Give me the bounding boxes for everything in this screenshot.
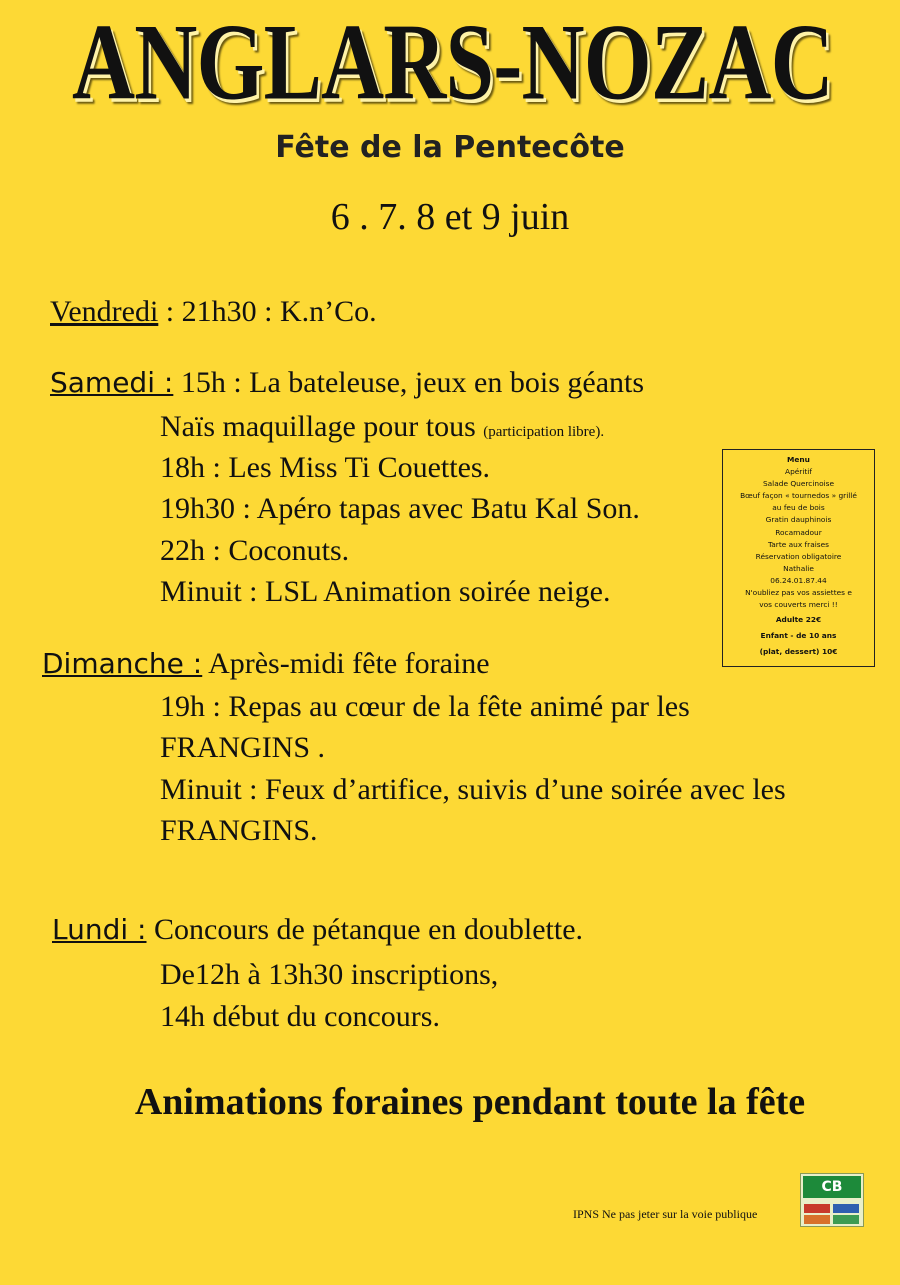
card-icon bbox=[833, 1204, 859, 1213]
vendredi-text: : 21h30 : K.n’Co. bbox=[158, 295, 377, 328]
menu-item: Gratin dauphinois bbox=[765, 515, 832, 525]
menu-item: Nathalie bbox=[783, 563, 814, 573]
dimanche-label: Dimanche : bbox=[42, 647, 203, 680]
menu-item: Tarte aux fraises bbox=[767, 539, 830, 549]
menu-item: 06.24.01.87.44 bbox=[770, 575, 827, 585]
samedi-line-2-wrap bbox=[160, 410, 604, 444]
menu-price-child-1: Enfant - de 10 ans bbox=[760, 631, 837, 641]
menu-item: Réservation obligatoire bbox=[755, 551, 842, 561]
samedi-line-5: 22h : Coconuts. bbox=[160, 534, 350, 567]
samedi-line-2: Naïs maquillage pour tous bbox=[160, 410, 484, 443]
dimanche-line-1: Après-midi fête foraine bbox=[202, 647, 490, 680]
lundi-line-1: Concours de pétanque en doublette. bbox=[146, 913, 584, 946]
card-icon bbox=[804, 1204, 830, 1213]
menu-title: Menu bbox=[787, 455, 810, 464]
dimanche-line-3: FRANGINS . bbox=[160, 731, 326, 764]
vendredi-label: Vendredi bbox=[50, 295, 159, 328]
dimanche-line-2: 19h : Repas au cœur de la fête animé par les bbox=[160, 690, 690, 723]
card-icon bbox=[804, 1215, 830, 1224]
menu-item: Rocamadour bbox=[775, 527, 822, 537]
samedi-line-6: Minuit : LSL Animation soirée neige. bbox=[160, 575, 611, 608]
menu-price-child-2: (plat, dessert) 10€ bbox=[759, 647, 838, 657]
lundi-section bbox=[52, 913, 583, 947]
menu-item: au feu de bois bbox=[772, 503, 825, 513]
lundi-line-2: De12h à 13h30 inscriptions, bbox=[160, 958, 499, 991]
footer-banner: Animations foraines pendant toute la fête bbox=[134, 1081, 806, 1123]
payment-cards-logo bbox=[800, 1173, 864, 1227]
dimanche-line-5: FRANGINS. bbox=[160, 814, 318, 847]
menu-item: Apéritif bbox=[785, 467, 812, 477]
vendredi-section bbox=[50, 295, 377, 329]
card-icon bbox=[833, 1215, 859, 1224]
samedi-line-1: 15h : La bateleuse, jeux en bois géants bbox=[173, 366, 645, 399]
lundi-label: Lundi : bbox=[52, 913, 147, 946]
samedi-section bbox=[50, 366, 644, 400]
dimanche-section bbox=[42, 647, 490, 681]
samedi-line-4: 19h30 : Apéro tapas avec Batu Kal Son. bbox=[160, 492, 640, 525]
dimanche-line-4: Minuit : Feux d’artifice, suivis d’une soirée avec les bbox=[160, 773, 786, 806]
menu-item: N'oubliez pas vos assiettes e bbox=[745, 588, 852, 598]
lundi-line-3: 14h début du concours. bbox=[160, 1000, 440, 1033]
cb-logo-label: CB bbox=[803, 1176, 861, 1198]
menu-item: Bœuf façon « tournedos » grillé bbox=[740, 491, 857, 501]
event-title: ANGLARS-NOZAC bbox=[72, 2, 833, 123]
menu-price-adult: Adulte 22€ bbox=[775, 615, 822, 625]
samedi-line-3: 18h : Les Miss Ti Couettes. bbox=[160, 451, 491, 484]
menu-item: vos couverts merci !! bbox=[759, 600, 838, 610]
samedi-label: Samedi : bbox=[50, 366, 174, 399]
menu-item: Salade Quercinoise bbox=[762, 479, 835, 489]
menu-box bbox=[722, 449, 875, 667]
event-dates: 6 . 7. 8 et 9 juin bbox=[330, 196, 570, 238]
ipns-notice: IPNS Ne pas jeter sur la voie publique bbox=[573, 1207, 758, 1221]
samedi-line-2-note: (participation libre). bbox=[483, 424, 605, 440]
event-subtitle: Fête de la Pentecôte bbox=[275, 130, 625, 165]
